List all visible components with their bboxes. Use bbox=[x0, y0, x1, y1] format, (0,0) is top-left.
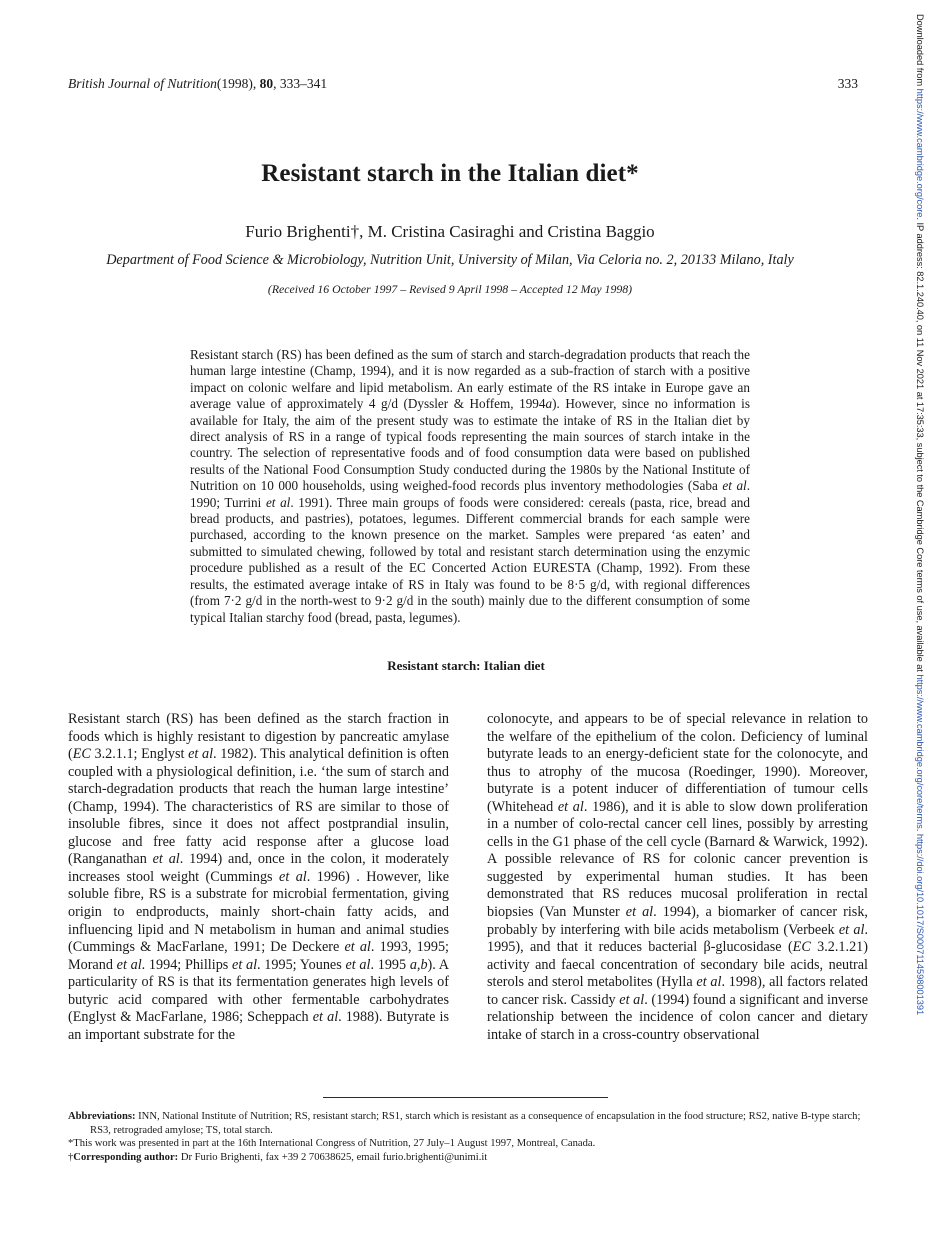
doi-link[interactable]: https://doi.org/10.1017/S0007114598001391 bbox=[915, 833, 925, 1016]
abstract-italic-3: et al bbox=[265, 494, 291, 510]
right-column bbox=[487, 711, 868, 1081]
download-prefix: Downloaded from bbox=[915, 14, 925, 89]
rc-italic-5: et al bbox=[696, 974, 722, 991]
lc-italic-10: et al bbox=[312, 1009, 339, 1026]
lc-italic-7: et al bbox=[232, 956, 258, 973]
footnote-abbreviations bbox=[68, 1110, 868, 1137]
lc-italic-4: et al bbox=[279, 868, 307, 885]
footnotes bbox=[68, 1110, 868, 1164]
rc-seg-6: . 1998), all factors related to cancer risk. Cassidy bbox=[487, 974, 868, 1008]
lc-seg-7: . 1994; Phillips bbox=[141, 956, 233, 973]
journal-reference bbox=[68, 76, 327, 92]
lc-seg-1: Resistant starch (RS) has been defined as the starch fraction in foods which is highly resistant to digestion by pancreatic amylase ( bbox=[68, 711, 449, 763]
download-provenance-text bbox=[915, 14, 925, 1015]
corresponding-author-label: Corresponding author: bbox=[73, 1151, 179, 1163]
journal-year: (1998), bbox=[216, 76, 257, 91]
lc-seg-4: . 1994) and, once in the colon, it moderately increases stool weight (Cummings bbox=[68, 851, 449, 885]
lc-italic-3: et al bbox=[152, 851, 180, 868]
author-list: Furio Brighenti†, M. Cristina Casiraghi and Cristina Baggio bbox=[245, 222, 655, 241]
corresponding-author-text: Dr Furio Brighenti, fax +39 2 70638625, email furio.brighenti@unimi.it bbox=[178, 1151, 488, 1163]
running-head: Resistant starch: Italian diet bbox=[387, 658, 545, 673]
rc-seg-7: . (1994) found a significant and inverse relationship between the incidence of colon cancer and dietary intake of starch in a cross-country observational bbox=[487, 991, 868, 1043]
lc-italic-2: et al bbox=[188, 746, 214, 763]
page-title: Resistant starch in the Italian diet* bbox=[261, 160, 639, 187]
lc-seg-8: . 1995; Younes bbox=[257, 956, 346, 973]
rc-italic-1: et al bbox=[557, 798, 584, 815]
lc-seg-5: . 1996) . However, like soluble fibre, RS is a substrate for microbial fermentation, giving origin to endproducts, mainly short-chain fatty acids, and influencing lipid and N metabolism in human and animal studies (Cummings & MacFarlane, 1991; De Deckere bbox=[68, 868, 449, 956]
rc-seg-5: 3.2.1.21) activity and faecal concentration of secondary bile acids, neutral sterols and sterol metabolites (Hylla bbox=[487, 939, 868, 991]
footnote-presentation-note bbox=[68, 1137, 868, 1151]
presentation-note-text: This work was presented in part at the 16th International Congress of Nutrition, 27 July–1 August 1997, Montreal, Canada. bbox=[73, 1138, 596, 1150]
footnote-divider bbox=[323, 1097, 608, 1098]
dagger-mark: † bbox=[68, 1151, 74, 1163]
abstract-seg-4: . 1991). Three main groups of foods were considered: cereals (pasta, rice, bread and bread products, and pastries), potatoes, legumes. Different commercial brands for each sample were purchased, according to the known presence on the market. Samples were prepared ‘as eaten’ and submitted to simulated chewing, followed by total and resistant starch determination using the enzymic procedure published as a result of the EC Concerted Action EURESTA (Champ, 1992). From these results, the estimated average intake of RS in Italy was found to be 8·5 g/d, with regional differences (from 7·2 g/d in the north-west to 9·2 g/d in the south) mainly due to the different consumption of some typical Italian starchy food (bread, pasta, legumes). bbox=[190, 494, 750, 625]
abstract-italic-1: a bbox=[545, 396, 553, 412]
journal-volume: 80 bbox=[259, 76, 274, 91]
left-column bbox=[68, 711, 449, 1081]
rc-italic-6: et al bbox=[619, 991, 645, 1008]
abstract-italic-2: et al bbox=[722, 478, 747, 494]
journal-header bbox=[68, 76, 858, 92]
abstract-seg-3: . 1990; Turrini bbox=[190, 478, 750, 510]
rc-italic-4: EC bbox=[792, 939, 811, 956]
rc-italic-3: et al bbox=[838, 921, 865, 938]
received-revised-accepted-dates: (Received 16 October 1997 – Revised 9 April 1998 – Accepted 12 May 1998) bbox=[267, 282, 633, 296]
abstract-seg-2: ). However, since no information is available for Italy, the aim of the present study was to estimate the intake of RS in the Italian diet by direct analysis of RS in a range of typical foods representing the main sources of starch intake in the country. The selection of representative foods and of food consumption data were based on published results of the National Food Consumption Study conducted during the 1980s by the National Institute of Nutrition on 10 000 households, using weighed-food records plus inventory methodologies (Saba bbox=[190, 396, 750, 494]
abbreviations-label: Abbreviations: bbox=[68, 1111, 136, 1122]
abbreviations-text: INN, National Institute of Nutrition; RS, resistant starch; RS1, starch which is resistant as a consequence of encapsulation in the food structure; RS2, native B-type starch; RS3, retrograded amylose; TS, total starch. bbox=[90, 1111, 861, 1136]
abstract-paragraph bbox=[190, 347, 750, 626]
cambridge-core-link[interactable]: https://www.cambridge.org/core bbox=[915, 88, 925, 218]
lc-seg-3: . 1982). This analytical definition is often coupled with a physiological definition, i.e. ‘the sum of starch and starch-degradation products that reach the human large intestine’ (Champ, 1994). The characteristics of RS are similar to those of insoluble fibres, since it does not affect postprandial insulin, glucose and free fatty acid response after a glucose load (Ranganathan bbox=[68, 746, 449, 868]
lc-italic-6: et al bbox=[116, 956, 142, 973]
abstract-seg-1: Resistant starch (RS) has been defined as the sum of starch and starch-degradation products that reach the human large intestine (Champ, 1994), and it is now regarded as a sub-fraction of starch with a positive impact on colonic welfare and lipid metabolism. An early estimate of the RS intake in Europe gave an average value of approximately 4 g/d (Dyssler & Hoffem, 1994 bbox=[190, 347, 750, 412]
lc-seg-9: . 1995 bbox=[370, 956, 410, 973]
lc-seg-6: . 1993, 1995; Morand bbox=[68, 939, 450, 973]
rc-seg-1: colonocyte, and appears to be of special relevance in relation to the welfare of the epithelium of the colon. Deficiency of luminal butyrate leads to an energy-deficient state for the colonocyte, and thus to atrophy of the mucosa (Roedinger, 1990). Moreover, butyrate is a potent inducer of differentiation of tumour cells (Whitehead bbox=[487, 711, 868, 815]
body-columns bbox=[68, 711, 868, 1081]
asterisk-mark: * bbox=[68, 1138, 74, 1150]
rc-seg-4: . 1995), and that it reduces bacterial β-glucosidase ( bbox=[487, 921, 868, 956]
lc-italic-9: a,b bbox=[409, 956, 428, 973]
lc-italic-5: et al bbox=[344, 939, 371, 956]
abstract bbox=[190, 347, 750, 626]
download-provenance-sidebar bbox=[907, 0, 929, 1238]
cambridge-terms-link[interactable]: https://www.cambridge.org/core/terms bbox=[915, 674, 925, 829]
download-separator: . bbox=[915, 828, 925, 834]
lc-seg-10: ). A particularity of RS is that its fermentation generates high levels of butyric acid compared with other fermentable carbohydrates (Englyst & MacFarlane, 1986; Scheppach bbox=[68, 956, 449, 1026]
rc-seg-2: . 1986), and it is able to slow down proliferation in a number of colo-rectal cancer cell lines, possibly by arresting cells in the G1 phase of the cell cycle (Barnard & Warwick, 1992). A possible relevance of RS for colonic cancer prevention is suggested by experimental human studies. It has been demonstrated that RS reduces mucosal proliferation in rectal biopsies (Van Munster bbox=[487, 798, 868, 921]
lc-seg-11: . 1988). Butyrate is an important substrate for the bbox=[68, 1009, 449, 1043]
rc-italic-2: et al bbox=[625, 904, 654, 921]
affiliation: Department of Food Science & Microbiology, Nutrition Unit, University of Milan, Via Celoria no. 2, 20133 Milano, Italy bbox=[106, 252, 794, 268]
journal-pages: , 333–341 bbox=[273, 76, 328, 91]
page-number: 333 bbox=[837, 76, 858, 91]
left-column-paragraph bbox=[68, 711, 449, 1044]
rc-seg-3: . 1994), a biomarker of cancer risk, probably by interfering with bile acids metabolism (Verbeek bbox=[487, 904, 868, 938]
download-ip-and-date: . IP address: 82.1.240.40, on 11 Nov 2021 at 17:35:33, subject to the Cambridge Core terms of use, available at bbox=[915, 217, 925, 675]
right-column-paragraph bbox=[487, 711, 868, 1044]
lc-italic-1: EC bbox=[72, 746, 91, 763]
footnote-corresponding-author bbox=[68, 1151, 868, 1165]
lc-italic-8: et al bbox=[345, 956, 371, 973]
journal-name: British Journal of Nutrition bbox=[68, 76, 217, 91]
lc-seg-2: 3.2.1.1; Englyst bbox=[90, 746, 189, 763]
